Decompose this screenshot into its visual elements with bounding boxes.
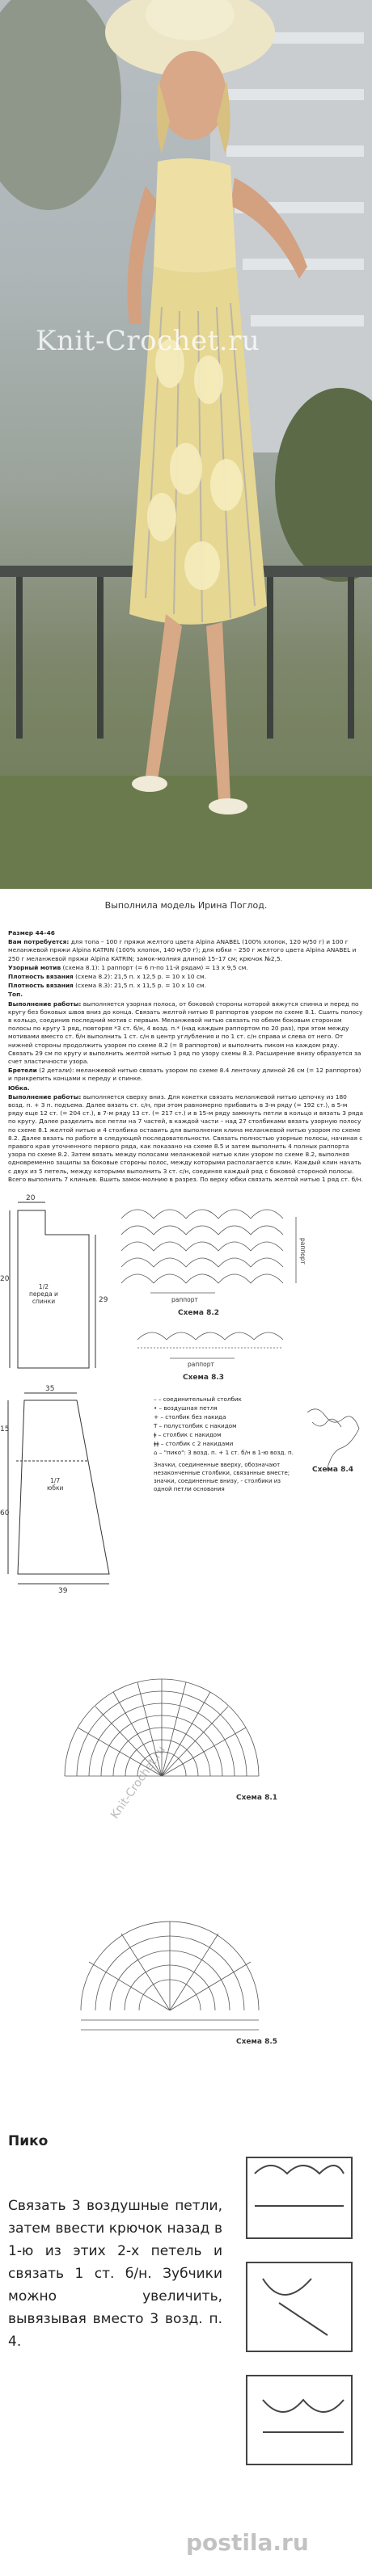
legend-item: ⌂ – "пико": 3 возд. п. + 1 ст. б/н в 1-ю возд. п. [154, 1449, 294, 1456]
skirt-label: Юбка. [8, 1084, 30, 1092]
legend-text: столбик без накида [165, 1413, 226, 1421]
work-top-text: выполняется узорная полоса, от боковой стороны которой вяжутся спинка и перед по кругу без боковых швов вниз до конца. Связать желтой нитью 8 раппортов узором по схеме 8.1. Сшить полосу в кольцо, соединив последний мотив с первым. Меланжевой нитью связать по обеим боковым сторонам полосы по кругу 1 ряд, повторяя *3 ст. б/н, 4 возд. п.* (над каждым раппортом по 20 раз), при этом между мотивами вместо ст. б/н выполнить 1 ст. с/н в центр углубления и по 1 ст. с/н справа и слева от него. От нижней стороны продолжить узором по схеме 8.2 (= 8 раппортов) и выполнить пиком на каждом ряду. Связать 29 см по кругу и выполнить желтой нитью 1 ряд по узору схемы 8.3. Расширение внизу образуется за счет эластичности узора. [8, 1000, 363, 1066]
photo-watermark: Knit-Crochet.ru [36, 325, 260, 357]
legend-symbol: ⌂ [154, 1449, 158, 1456]
rapport-vertical-label: раппорт [299, 1238, 306, 1265]
legend-text: полустолбик с накидом [163, 1422, 237, 1429]
legend-text: "пико": 3 возд. п. + 1 ст. б/н в 1-ю возд. п. [163, 1449, 294, 1456]
legend-symbol: ǂǂ [154, 1440, 159, 1447]
skirt-top-dim: 35 [45, 1385, 55, 1393]
legend-text: воздушная петля [163, 1404, 218, 1412]
density2-text: (схема 8.3): 21,5 п. х 11,5 р. = 10 х 10 см. [75, 982, 206, 990]
skirt-h1-dim: 15 [0, 1425, 10, 1433]
materials-label: Вам потребуется: [8, 938, 70, 946]
diagram-8-5-label: Схема 8.5 [236, 2038, 278, 2046]
schematic-watermark: Knit-Crochet.ru [108, 1743, 168, 1822]
legend-notes [154, 1461, 299, 1493]
pattern-label: Узорный мотив [8, 963, 61, 971]
skirt-bottom-dim: 39 [58, 1587, 68, 1595]
footer-watermark: postila.ru [186, 2529, 309, 2556]
rapport-label-2: раппорт [188, 1361, 214, 1368]
pico-drawing [230, 2141, 368, 2481]
model-photo [0, 0, 372, 889]
diagram-8-1-label: Схема 8.1 [236, 1794, 278, 1802]
legend-item: ǂǂ – столбик с 2 накидами [154, 1440, 234, 1447]
photo-caption: Выполнила модель Ирина Поглод. [104, 900, 268, 911]
legend-text: соединительный столбик [163, 1395, 242, 1403]
legend-symbol: T [154, 1422, 158, 1429]
pico-title: Пико [8, 2133, 49, 2149]
work-top-label: Выполнение работы: [8, 1000, 82, 1008]
top-width-dim: 20 [26, 1194, 36, 1202]
size-label: Размер 44–46 [8, 929, 55, 937]
top-piece-label: 1/2 переда и спинки [29, 1283, 58, 1305]
straps-text: (2 детали): меланжевой нитью связать узором по схеме 8.4 ленточку длиной 26 см (= 12 раппортов) и прикрепить концами к переду и спинке. [8, 1067, 361, 1083]
top-label: Топ. [8, 991, 23, 999]
legend-item: • – воздушная петля [154, 1404, 218, 1412]
legend-text: столбик с 2 накидами [165, 1440, 234, 1447]
top-height-dim: 20 [0, 1275, 10, 1283]
pico-illustration [230, 2141, 368, 2481]
rapport-label-1: раппорт [171, 1296, 198, 1303]
work-skirt-label: Выполнение работы: [8, 1092, 82, 1101]
instructions [8, 929, 364, 1185]
diagram-8-3-label: Схема 8.3 [183, 1374, 225, 1382]
legend-note: Значки, соединенные вверху, обозначают незаконченные столбики, связанные вместе; [154, 1462, 290, 1476]
work-skirt-text: выполняется сверху вниз. Для кокетки связать меланжевой нитью цепочку из 180 возд. п. + 3 п. подъема. Далее вязать ст. с/н, при этом равномерно прибавить в 3-м ряду (= 192 ст.), в 5-м ряду еще 12 ст. (= 204 ст.), в 7-м ряду 13 ст. (= 217 ст.) и в 15-м ряду замкнуть петли в кольцо и вязать 3 ряда по кругу. Далее разделить все петли на 7 частей, в каждой части – над 27 столбиками вязать узорную полосу по схеме 8.1 желтой нитью и 4 столбика оставить для выполнения клина меланжевой нитью узором по схеме 8.2. Далее вязать по работе в следующей последовательности. Связать полностью узорные полосы, начиная с правого края уточненного первого ряда, как показано на схеме 8.5 и затем выполнить 4 полных раппорта узора по схеме 8.2. Затем вязать между полосами меланжевой нитью клин узором по схеме 8.2, выполняя одновременно защипы за боковые стороны полос, между которыми располагается клин. Каждый клин начать с двух из 5 петель, между которыми выполнить 3 ст. с/н, соединяя каждый ряд с боковой стороной полосы. Всего выполнить 7 клиньев. Вшить замок-молнию в разрез. По верху юбки связать желтой нитью 1 ряд ст. б/н. [8, 1092, 364, 1183]
legend-symbol: + [154, 1413, 159, 1421]
density1-label: Плотность вязания [8, 973, 74, 981]
legend-symbol: ǂ [154, 1431, 157, 1438]
photo-illustration [0, 0, 372, 889]
top-side-dim: 29 [99, 1296, 108, 1304]
legend-item: – – соединительный столбик [154, 1395, 242, 1403]
legend-symbol: • [154, 1404, 158, 1412]
schematic-drawings [0, 1194, 372, 2107]
skirt-h2-dim: 60 [0, 1509, 10, 1517]
skirt-piece-label: 1/7 юбки [47, 1477, 64, 1492]
legend-symbol: – [154, 1395, 157, 1403]
diagram-8-2-label: Схема 8.2 [178, 1309, 220, 1317]
materials-text: для топа – 100 г пряжи желтого цвета Alpina ANABEL (100% хлопок, 120 м/50 г) и 100 г меланжевой пряжи Alpina KATRIN (100% хлопок, 140 м/50 г); для юбки – 250 г желтого цвета Alpina ANABEL и 250 г меланжевой пряжи Alpina KATRIN; замок-молния длиной 15–17 см; крючок №2,5. [8, 938, 357, 962]
diagram-8-4-label: Схема 8.4 [312, 1466, 354, 1474]
schematic-area [0, 1194, 372, 2107]
legend-note: значки, соединенные внизу, - столбики из одной петли основания [154, 1478, 281, 1492]
density1-text: (схема 8.2): 21,5 п. х 12,5 р. = 10 х 10 см. [75, 973, 206, 981]
legend-item: + – столбик без накида [154, 1413, 226, 1421]
straps-label: Бретели [8, 1067, 37, 1075]
density2-label: Плотность вязания [8, 982, 74, 990]
legend-text: столбик с накидом [163, 1431, 222, 1438]
legend [154, 1395, 307, 1457]
pattern-text: (схема 8.1): 1 раппорт (= 6 п-по 11-й рядам) = 13 х 9,5 см. [62, 963, 248, 971]
pico-text: Связать 3 воздушные петли, затем ввести крючок назад в 1-ю из этих 2-х петель и связать 1 ст. б/н. Зубчики можно увеличить, вывязывая вместо 3 возд. п. 4. [8, 2198, 222, 2350]
legend-item: T – полустолбик с накидом [154, 1422, 237, 1429]
legend-item: ǂ – столбик с накидом [154, 1431, 222, 1438]
